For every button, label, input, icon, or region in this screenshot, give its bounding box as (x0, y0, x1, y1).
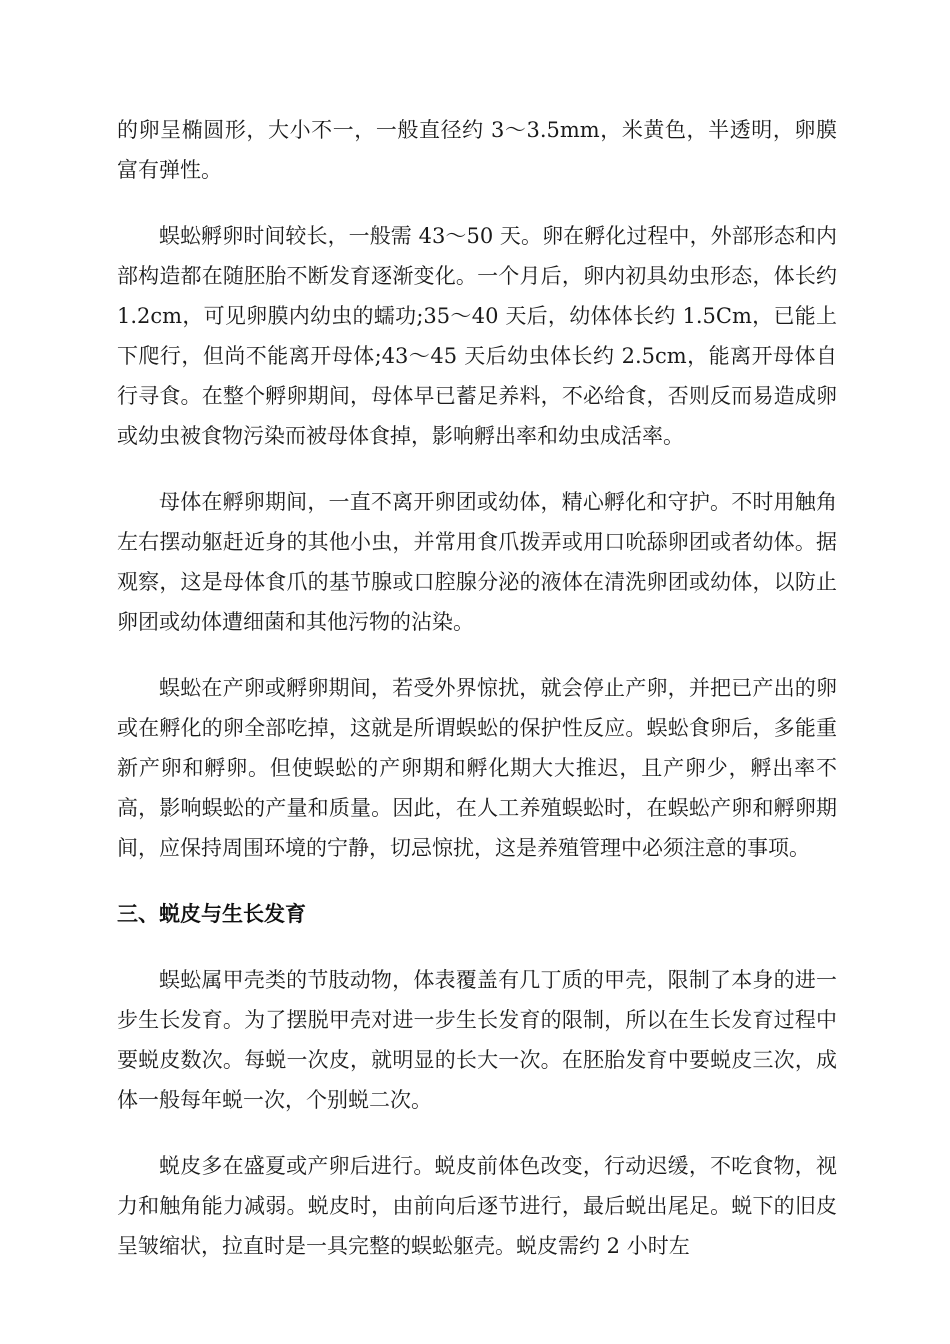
paragraph-molting-process: 蜕皮多在盛夏或产卵后进行。蜕皮前体色改变，行动迟缓，不吃食物，视力和触角能力减弱。蜕皮时，由前向后逐节进行，最后蜕出尾足。蜕下的旧皮呈皱缩状，拉直时是一具完整的蜈蚣躯壳。蜕皮需约 2 小时左 (117, 1154, 837, 1258)
document-body (117, 110, 837, 1266)
paragraph-incubation-period: 蜈蚣孵卵时间较长，一般需 43～50 天。卵在孵化过程中，外部形态和内部构造都在随胚胎不断发育逐渐变化。一个月后，卵内初具幼虫形态，体长约 1.2cm，可见卵膜内幼虫的蠕功;35～40 天后，幼体体长约 1.5Cm，已能上下爬行，但尚不能离开母体;43～45 天后幼虫体长约 2.5cm，能离开母体自行寻食。在整个孵卵期间，母体早已蓄足养料，不必给食，否则反而易造成卵或幼虫被食物污染而被母体食掉，影响孵出率和幼虫成活率。 (117, 224, 837, 448)
section-heading-molting: 三、蜕皮与生长发育 (117, 902, 306, 926)
paragraph-protective-reaction: 蜈蚣在产卵或孵卵期间，若受外界惊扰，就会停止产卵，并把已产出的卵或在孵化的卵全部吃掉，这就是所谓蜈蚣的保护性反应。蜈蚣食卵后，多能重新产卵和孵卵。但使蜈蚣的产卵期和孵化期大大推迟，且产卵少，孵出率不高，影响蜈蚣的产量和质量。因此，在人工养殖蜈蚣时，在蜈蚣产卵和孵卵期间，应保持周围环境的宁静，切忌惊扰，这是养殖管理中必须注意的事项。 (117, 676, 837, 860)
paragraph-molting-purpose: 蜈蚣属甲壳类的节肢动物，体表覆盖有几丁质的甲壳，限制了本身的进一步生长发育。为了摆脱甲壳对进一步生长发育的限制，所以在生长发育过程中要蜕皮数次。每蜕一次皮，就明显的长大一次。在胚胎发育中要蜕皮三次，成体一般每年蜕一次，个别蜕二次。 (117, 968, 837, 1112)
paragraph-egg-description: 的卵呈椭圆形，大小不一，一般直径约 3～3.5mm，米黄色，半透明，卵膜富有弹性。 (117, 118, 837, 182)
paragraph-mother-guarding: 母体在孵卵期间，一直不离开卵团或幼体，精心孵化和守护。不时用触角左右摆动躯赶近身的其他小虫，并常用食爪拨弄或用口吮舔卵团或者幼体。据观察，这是母体食爪的基节腺或口腔腺分泌的液体在清洗卵团或幼体，以防止卵团或幼体遭细菌和其他污物的沾染。 (117, 490, 837, 634)
